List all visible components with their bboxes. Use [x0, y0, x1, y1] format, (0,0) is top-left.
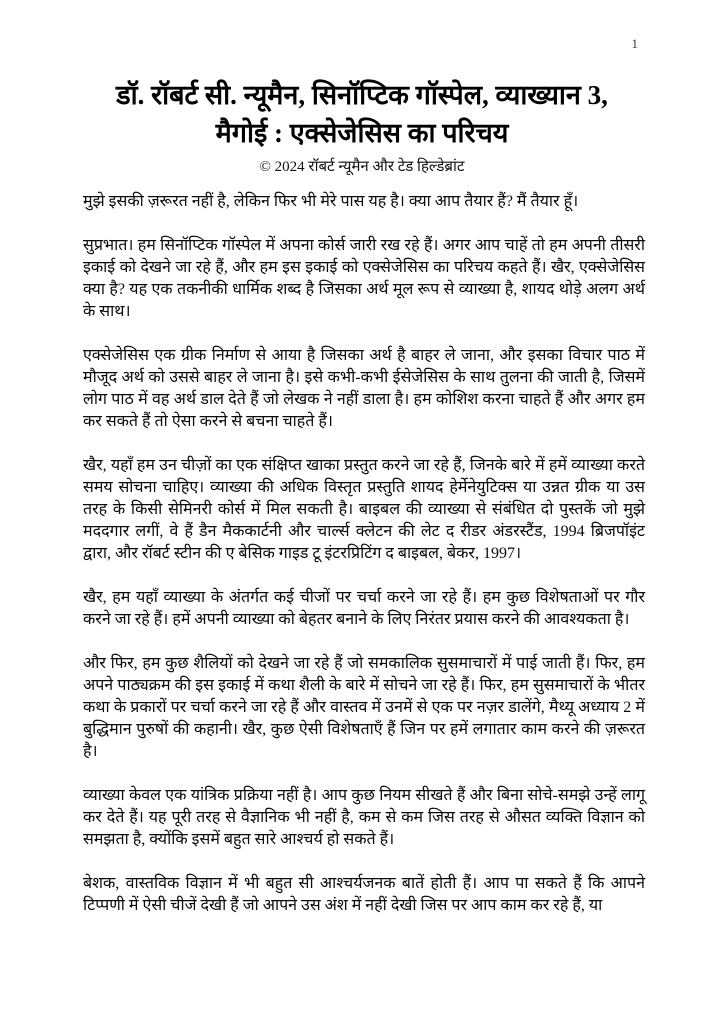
document-title [36, 76, 688, 153]
paragraph: एक्सेजेसिस एक ग्रीक निर्माण से आया है जिसका अर्थ है बाहर ले जाना, और इसका विचार पाठ में मौजूद अर्थ को उससे बाहर ले जाना है। इसे कभी-कभी ईसेजेसिस के साथ तुलना की जाती है, जिसमें लोग पाठ में वह अर्थ डाल देते हैं जो लेखक ने नहीं डाला है। हम कोशिश करना चाहते हैं और अगर हम कर सकते हैं तो ऐसा करने से बचना चाहते हैं। [83, 346, 645, 430]
document-title-line2: मैगोई : एक्सेजेसिस का परिचय [215, 118, 509, 149]
document-body [83, 191, 645, 917]
page-number: 1 [631, 36, 638, 51]
copyright-line: © 2024 रॉबर्ट न्यूमैन और टेड हिल्डेब्रांट [259, 158, 465, 175]
paragraph: व्याख्या केवल एक यांत्रिक प्रक्रिया नहीं है। आप कुछ नियम सीखते हैं और बिना सोचे-समझे उन्हें लागू कर देते हैं। यह पूरी तरह से वैज्ञानिक भी नहीं है, कम से कम जिस तरह से औसत व्यक्ति विज्ञान को समझता है, क्योंकि इसमें बहुत सारे आश्चर्य हो सकते हैं। [83, 786, 645, 848]
paragraph: मुझे इसकी ज़रूरत नहीं है, लेकिन फिर भी मेरे पास यह है। क्या आप तैयार हैं? मैं तैयार हूँ। [83, 192, 579, 210]
paragraph: खैर, यहाँ हम उन चीज़ों का एक संक्षिप्त खाका प्रस्तुत करने जा रहे हैं, जिनके बारे में हमें व्याख्या करते समय सोचना चाहिए। व्याख्या की अधिक विस्तृत प्रस्तुति शायद हेर्मेनेयुटिक्स या उन्नत ग्रीक या उस तरह के किसी सेमिनरी कोर्स में मिल सकती है। बाइबल की व्याख्या से संबंधित दो पुस्तकें जो मुझे मददगार लगीं, वे हैं डैन मैककार्टनी और चार्ल्स क्लेटन की लेट द रीडर अंडरस्टैंड, 1994 ब्रिजपॉइंट द्वारा, और रॉबर्ट स्टीन की ए बेसिक गाइड टू इंटरप्रिटिंग द बाइबल, बेकर, 1997। [83, 456, 645, 562]
document-title-line1: डॉ. रॉबर्ट सी. न्यूमैन, सिनॉप्टिक गॉस्पेल, व्याख्यान 3, [116, 80, 608, 110]
paragraph: खैर, हम यहाँ व्याख्या के अंतर्गत कई चीजों पर चर्चा करने जा रहे हैं। हम कुछ विशेषताओं पर गौर करने जा रहे हैं। हमें अपनी व्याख्या को बेहतर बनाने के लिए निरंतर प्रयास करने की आवश्यकता है। [83, 588, 645, 628]
paragraph: बेशक, वास्तविक विज्ञान में भी बहुत सी आश्चर्यजनक बातें होती हैं। आप पा सकते हैं कि आपने टिप्पणी में ऐसी चीजें देखी हैं जो आपने उस अंश में नहीं देखी जिस पर आप काम कर रहे हैं, या [83, 874, 645, 914]
paragraph: और फिर, हम कुछ शैलियों को देखने जा रहे हैं जो समकालिक सुसमाचारों में पाई जाती हैं। फिर, हम अपने पाठ्यक्रम की इस इकाई में कथा शैली के बारे में सोचने जा रहे हैं। फिर, हम सुसमाचारों के भीतर कथा के प्रकारों पर चर्चा करने जा रहे हैं और वास्तव में उनमें से एक पर नज़र डालेंगे, मैथ्यू अध्याय 2 में बुद्धिमान पुरुषों की कहानी। खैर, कुछ ऐसी विशेषताएँ हैं जिन पर हमें लगातार काम करने की ज़रूरत है। [83, 654, 645, 760]
paragraph: सुप्रभात। हम सिनॉप्टिक गॉस्पेल में अपना कोर्स जारी रख रहे हैं। अगर आप चाहें तो हम अपनी तीसरी इकाई को देखने जा रहे हैं, और हम इस इकाई को एक्सेजेसिस का परिचय कहते हैं। खैर, एक्सेजेसिस क्या है? यह एक तकनीकी धार्मिक शब्द है जिसका अर्थ मूल रूप से व्याख्या है, शायद थोड़े अलग अर्थ के साथ। [83, 236, 645, 320]
